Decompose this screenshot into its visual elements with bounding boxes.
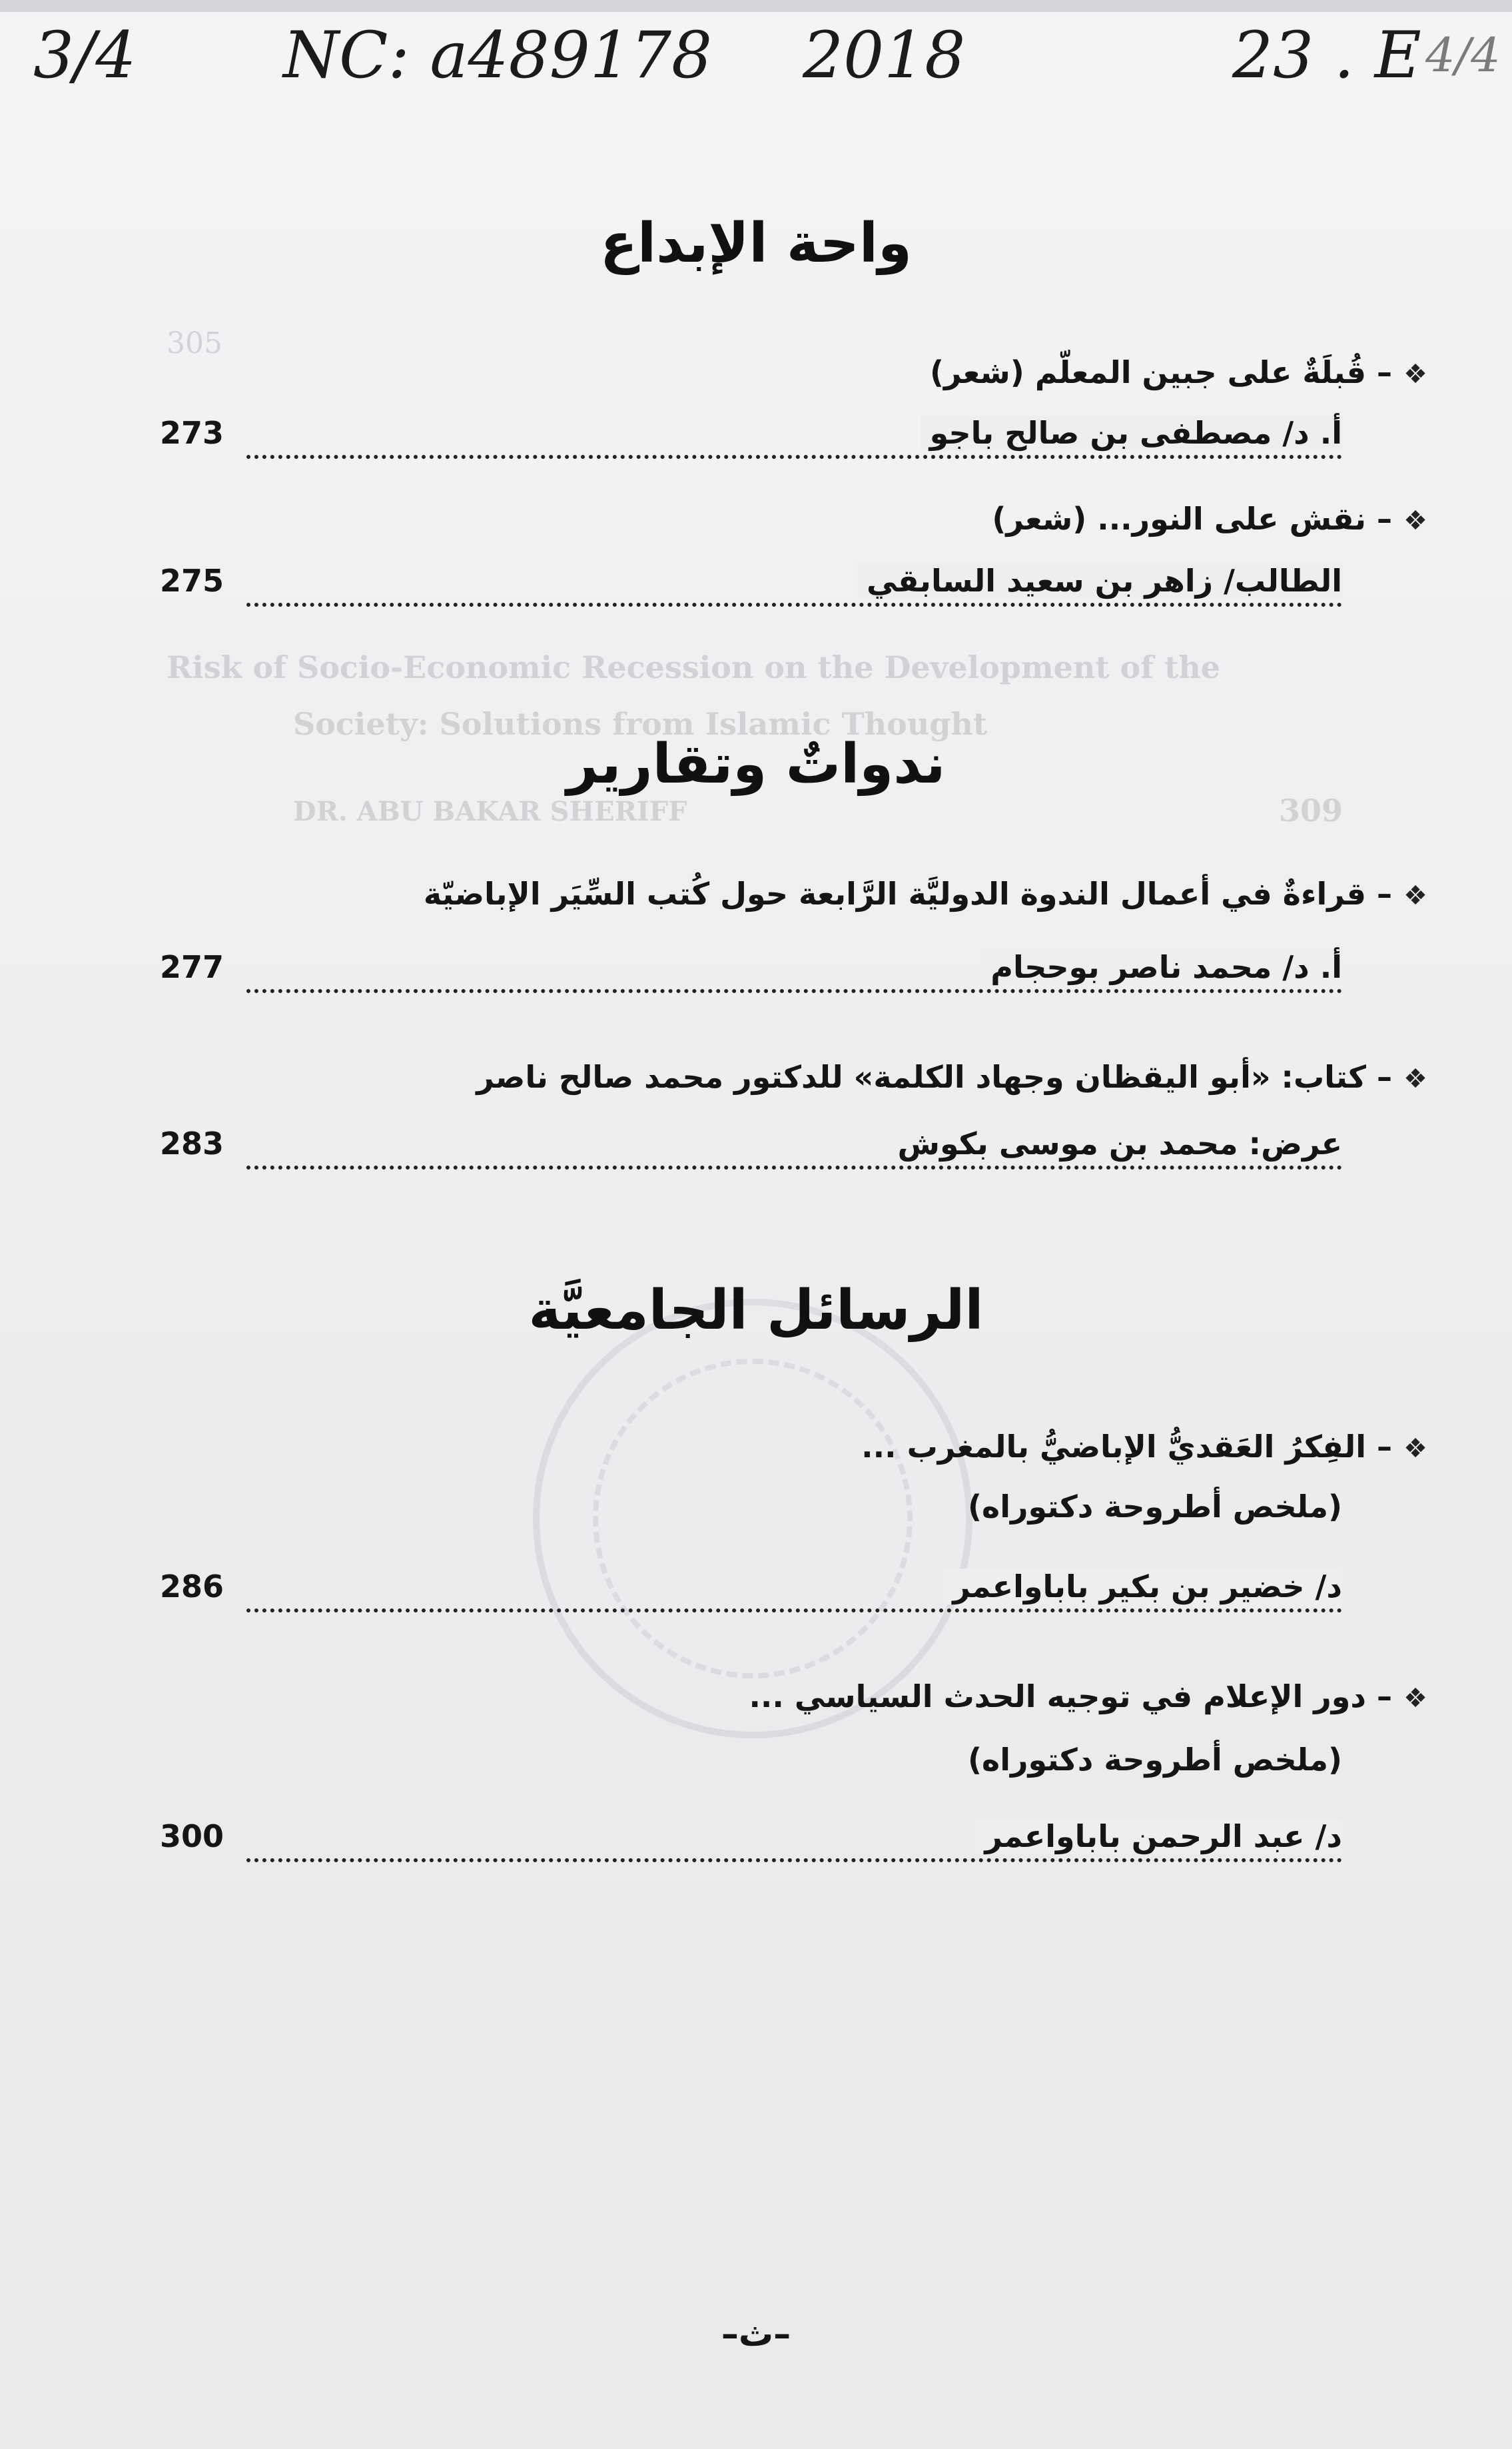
ghost-english-author: DR. ABU BAKAR SHERIFF [293, 796, 687, 827]
toc-entry-title: ❖– قراءةٌ في أعمال الندوة الدوليَّة الرَّابعة حول كُتب السِّيَر الإباضيّة [140, 876, 1439, 912]
toc-entry-subtitle: (ملخص أطروحة دكتوراه) [968, 1489, 1342, 1525]
toc-page-number: 275 [160, 563, 224, 599]
toc-author: الطالب/ زاهر بن سعيد السابقي [857, 563, 1342, 599]
toc-page-number: 273 [160, 415, 224, 451]
toc-author: د/ خضير بن بكير باباواعمر [943, 1569, 1342, 1604]
toc-author-line [160, 1569, 1342, 1615]
handwritten-call-number: NC: a489178 [283, 18, 713, 93]
toc-author: أ. د/ مصطفى بن صالح باجو [921, 415, 1342, 451]
handwritten-code: 23 . E [1232, 18, 1421, 93]
toc-author: عرض: محمد بن موسى بكوش [888, 1126, 1342, 1162]
toc-page-number: 283 [160, 1126, 224, 1162]
toc-entry-subtitle: (ملخص أطروحة دكتوراه) [968, 1742, 1342, 1778]
page-marker: –ث– [721, 2314, 791, 2354]
diamond-bullet-icon: ❖ [1403, 1433, 1427, 1464]
diamond-bullet-icon: ❖ [1403, 880, 1427, 911]
section-title: ندواتٌ وتقارير [566, 733, 946, 796]
toc-author-line [160, 1818, 1342, 1865]
section-title: الرسائل الجامعيَّة [528, 1279, 984, 1342]
toc-author-line [160, 563, 1342, 609]
handwritten-year: 2018 [803, 18, 966, 93]
toc-entry-title: ❖– كتاب: «أبو اليقظان وجهاد الكلمة» للدكتور محمد صالح ناصر [140, 1059, 1439, 1095]
toc-entry-title: ❖– نقش على النور... (شعر) [140, 501, 1439, 537]
ghost-page-range: 305 [167, 326, 222, 360]
toc-entry-title: ❖– الفِكرُ العَقديُّ الإباضيُّ بالمغرب ... [140, 1429, 1439, 1465]
toc-author-line [160, 415, 1342, 462]
ghost-english-line-1: Risk of Socio-Economic Recession on the Development of the [167, 649, 1221, 685]
section-title: واحة الإبداع [600, 212, 912, 275]
ghost-english-page: 309 [1279, 793, 1343, 829]
toc-entry-title: ❖– قُبلَةٌ على جبين المعلّم (شعر) [140, 354, 1439, 390]
toc-author: أ. د/ محمد ناصر بوحجام [981, 949, 1342, 985]
ghost-english-line-2: Society: Solutions from Islamic Thought [293, 706, 988, 742]
toc-page-number: 286 [160, 1569, 224, 1604]
toc-author-line [160, 949, 1342, 996]
diamond-bullet-icon: ❖ [1403, 359, 1427, 390]
toc-author: د/ عبد الرحمن باباواعمر [975, 1818, 1342, 1854]
handwritten-note: 4/4 [1425, 28, 1501, 83]
scan-top-edge [0, 0, 1512, 12]
diamond-bullet-icon: ❖ [1403, 1064, 1427, 1094]
toc-author-line [160, 1126, 1342, 1172]
toc-page-number: 277 [160, 949, 224, 985]
toc-entry-title: ❖– دور الإعلام في توجيه الحدث السياسي ... [140, 1678, 1439, 1714]
diamond-bullet-icon: ❖ [1403, 1683, 1427, 1714]
handwritten-note: 3/4 [33, 18, 137, 93]
toc-page-number: 300 [160, 1818, 224, 1854]
diamond-bullet-icon: ❖ [1403, 506, 1427, 536]
